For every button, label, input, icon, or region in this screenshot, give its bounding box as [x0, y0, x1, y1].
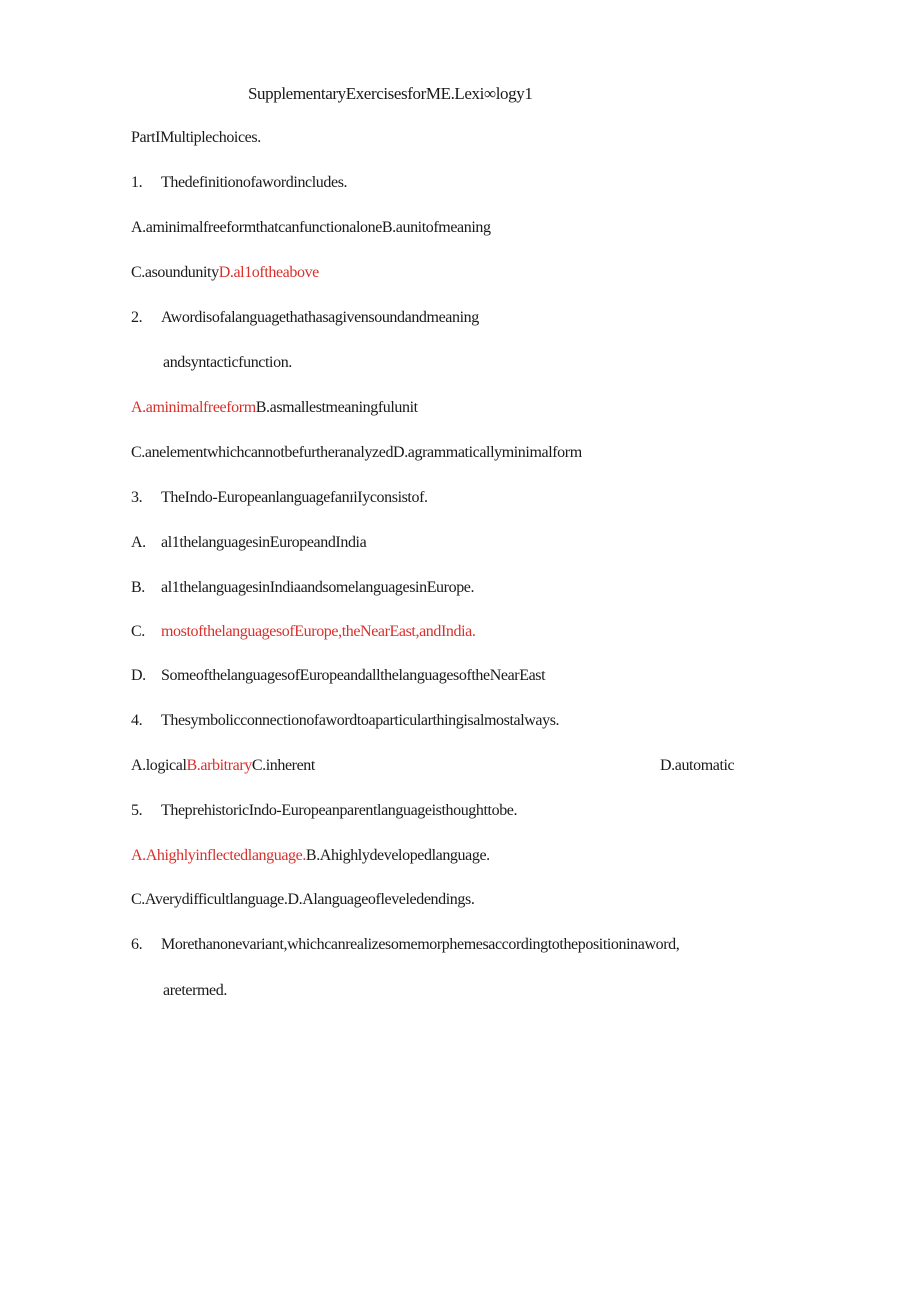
answer-option-a: A.aminimalfreeform	[131, 399, 256, 416]
question-5-options-ab	[131, 846, 490, 866]
question-1-options-ab: A.aminimalfreeformthatcanfunctionaloneB.aunitofmeaning	[131, 219, 491, 236]
question-4	[131, 711, 559, 731]
question-4-option-d: D.automatic	[660, 757, 735, 774]
question-3-option-a	[131, 533, 366, 553]
option-text: SomeofthelanguagesofEuropeandallthelanguagesoftheNearEast	[161, 667, 546, 684]
question-2	[131, 308, 479, 328]
option-label: A.	[131, 534, 146, 551]
part-heading: PartIMultiplechoices.	[131, 129, 261, 146]
option-c: C.inherent	[251, 757, 315, 774]
question-text: TheIndo-EuropeanlanguagefanɪiIyconsistof.	[161, 489, 428, 506]
answer-option-b: B.arbitrary	[186, 757, 252, 774]
option-a: A.logical	[131, 757, 187, 774]
question-text: Morethanonevariant,whichcanrealizesomemorphemesaccordingtothepositioninaword,	[161, 936, 680, 953]
question-number: 1.	[131, 174, 143, 191]
question-number: 3.	[131, 489, 143, 506]
option-c: C.asoundunity	[131, 264, 219, 281]
question-text: Thesymbolicconnectionofawordtoaparticularthingisalmostalways.	[161, 712, 560, 729]
question-text: Thedefinitionofawordincludes.	[161, 174, 348, 191]
option-text: al1thelanguagesinIndiaandsomelanguagesinEurope.	[161, 579, 475, 596]
option-label: D.	[131, 667, 146, 684]
question-5-options-cd: C.Averydifficultlanguage.D.Alanguageofleveledendings.	[131, 891, 475, 908]
question-1-options-cd	[131, 263, 319, 283]
question-2-continuation: andsyntacticfunction.	[163, 354, 292, 371]
question-number: 2.	[131, 309, 143, 326]
answer-option-d: D.al1oftheabove	[218, 264, 319, 281]
answer-option-text: mostofthelanguagesofEurope,theNearEast,andIndia.	[161, 623, 476, 640]
question-text: TheprehistoricIndo-Europeanparentlanguageisthoughttobe.	[161, 802, 518, 819]
question-3-option-c	[131, 622, 475, 642]
question-number: 6.	[131, 936, 143, 953]
question-2-options-cd: C.anelementwhichcannotbefurtheranalyzedD.agrammaticallyminimalform	[131, 444, 582, 461]
question-4-options-abc	[131, 756, 315, 776]
question-5	[131, 801, 517, 821]
question-3-option-d	[131, 666, 545, 686]
option-b: B.asmallestmeaningfulunit	[255, 399, 418, 416]
question-number: 5.	[131, 802, 143, 819]
question-text: Awordisofalanguagethathasagivensoundandmeaning	[161, 309, 479, 326]
question-number: 4.	[131, 712, 143, 729]
question-1	[131, 173, 347, 193]
answer-option-a: A.Ahighlyinflectedlanguage.	[131, 847, 306, 864]
question-6	[131, 935, 679, 955]
question-2-options-ab	[131, 398, 418, 418]
option-label: C.	[131, 623, 145, 640]
option-label: B.	[131, 579, 145, 596]
question-6-continuation: aretermed.	[163, 982, 227, 999]
option-text: al1thelanguagesinEuropeandIndia	[161, 534, 367, 551]
question-3-option-b	[131, 578, 474, 598]
question-3	[131, 488, 428, 508]
document-title: SupplementaryExercisesforME.Lexi∞logy1	[248, 84, 533, 103]
option-b: B.Ahighlydevelopedlanguage.	[305, 847, 490, 864]
